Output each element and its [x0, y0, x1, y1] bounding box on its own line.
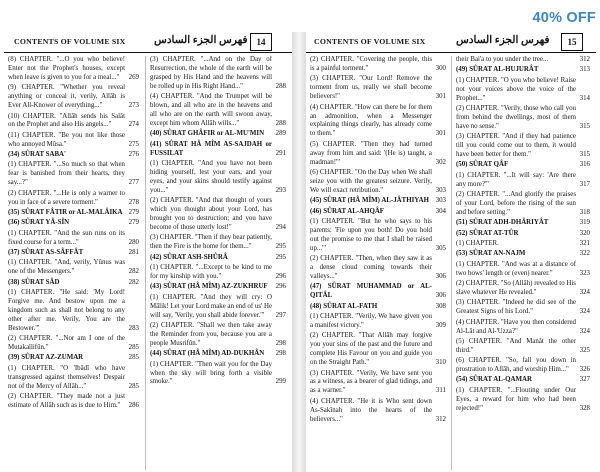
toc-entry	[456, 338, 590, 356]
toc-surah-heading	[150, 254, 286, 263]
toc-page-number: 302	[435, 158, 446, 166]
toc-page-number: 315	[579, 151, 590, 159]
toc-page-number: 314	[579, 94, 590, 102]
toc-entry	[150, 56, 286, 92]
toc-page-number: 275	[128, 140, 139, 148]
toc-entry	[456, 133, 590, 160]
toc-entry-text: (3) CHAPTER. "...And on the Day of Resurrection, the whole of the earth will be grasped by His Hand and the heavens will be rolled up in His Right Hand..."	[150, 56, 272, 90]
toc-page-number: 327	[579, 376, 590, 384]
toc-surah-heading	[456, 230, 590, 239]
toc-entry-text: (1) CHAPTER. "And you have not been hiding yourself, lest your ears, and your eyes, and your skins should testify against you..."	[150, 160, 272, 194]
book-gutter	[292, 32, 306, 472]
toc-page-number: 309	[435, 321, 446, 329]
toc-entry-text: (1) CHAPTER. "Verily, We have given you a manifest victory."	[310, 313, 432, 329]
toc-page-number: 313	[579, 66, 590, 74]
toc-entry	[456, 105, 590, 132]
toc-page-number: 312	[435, 415, 446, 423]
toc-entry-text: (9) CHAPTER. "Whether you reveal anything or conceal it, verily, Allâh is Ever All-Knower of everything..."	[8, 84, 125, 110]
toc-entry-text: (1) CHAPTER. "And was at a distance of two bows' length or (even) nearer."	[456, 260, 576, 277]
toc-page-number: 280	[128, 238, 139, 246]
toc-page-number: 323	[579, 269, 590, 277]
toc-entry-text: (2) CHAPTER. "...He is only a warner to you in face of a severe torment."	[8, 189, 125, 206]
toc-page-number: 276	[128, 151, 139, 159]
toc-entry-text: (44) SÛRAT (HÂ MÎM) AD-DUKHÂN	[150, 350, 265, 358]
toc-entry-text: (52) SÛRAT AT-TÛR	[456, 229, 519, 237]
toc-page-number: 274	[128, 121, 139, 129]
toc-page-number: 318	[579, 208, 590, 216]
toc-column-3	[310, 56, 446, 470]
toc-page-number: 278	[128, 198, 139, 206]
toc-page-number: 324	[579, 308, 590, 316]
page-number: 14	[250, 33, 272, 51]
toc-entry	[456, 56, 590, 65]
toc-entry	[310, 370, 446, 397]
toc-page-number: 312	[579, 56, 590, 63]
toc-entry	[456, 261, 590, 279]
toc-surah-heading	[8, 354, 139, 363]
page-number: 15	[561, 33, 583, 51]
toc-entry-text: (1) CHAPTER. "He said: 'My Lord! Forgive me. And bestow upon me a kingdom such as shall not belong to any other after me. Verily, You are the Bestower.'"	[8, 288, 125, 332]
page-header	[4, 32, 292, 53]
toc-entry-text: (2) CHAPTER. "...Nor am I one of the Mutakallifûn."	[8, 335, 125, 352]
toc-surah-heading	[456, 250, 590, 259]
toc-surah-heading	[8, 219, 139, 228]
toc-page-number: 289	[275, 130, 286, 138]
toc-surah-heading	[456, 161, 590, 170]
toc-entry-text: (2) CHAPTER. "Verily, those who call you from behind the dwellings, most of them have no sense."	[456, 104, 576, 130]
toc-surah-heading	[456, 66, 590, 75]
toc-entry-text: (6) CHAPTER. "So, fall you down in prostration to Allâh, and worship Him..."	[456, 357, 576, 374]
toc-page-number: 306	[435, 273, 446, 281]
toc-page-number: 328	[579, 404, 590, 412]
toc-entry-text: (8) CHAPTER. "...O you who believe! Enter not the Prophet's houses, except when leave is given to you for a meal..."	[8, 56, 125, 81]
toc-page-number: 322	[579, 250, 590, 258]
toc-surah-heading	[150, 130, 286, 139]
toc-entry-text: (1) CHAPTER. "And they will cry: O Mâlik! Let your Lord make an end of us' He will say, 'Verily, you shall abide forever.'"	[150, 293, 272, 319]
toc-page-number: 277	[128, 179, 139, 187]
toc-entry-text: (1) CHAPTER. "O you who believe! Raise not your voices above the voice of the Prophet..."	[456, 76, 576, 102]
toc-entry-text: (2) CHAPTER. "Covering the people, this is a painful torment."	[310, 56, 432, 72]
toc-entry	[150, 294, 286, 321]
toc-entry-text: (3) CHAPTER. "Verily, We have sent you as a witness, as a bearer of glad tidings, and as a warner."	[310, 369, 432, 395]
toc-entry-text: (2) CHAPTER. "...And glorify the praises of your Lord, before the rising of the sun and before setting."	[456, 191, 576, 216]
toc-entry	[310, 104, 446, 140]
toc-page-number: 281	[128, 248, 139, 256]
toc-page-number: 285	[128, 344, 139, 352]
toc-entry-text: (37) SÛRAT AS-SÂFFÂT	[8, 248, 84, 256]
toc-surah-heading	[8, 279, 139, 288]
toc-page-number: 319	[579, 219, 590, 227]
toc-entry	[310, 255, 446, 282]
toc-entry-text: (4) CHAPTER. "Have you then considered Al-Lât and Al-'Uzza?"	[456, 318, 576, 335]
toc-entry	[8, 335, 139, 353]
toc-entry	[310, 56, 446, 74]
toc-page-number: 310	[435, 359, 446, 367]
toc-page-number: 301	[435, 93, 446, 101]
toc-entry-text: (1) CHAPTER. "Then wait you for the Day when the sky will bring forth a visible smoke."	[150, 360, 272, 386]
toc-surah-heading	[8, 209, 139, 218]
toc-column-2	[150, 56, 286, 470]
page-header	[306, 32, 596, 53]
toc-entry	[456, 191, 590, 218]
toc-entry-text: (34) SÛRAT SABA'	[8, 151, 66, 159]
toc-page-number: 291	[275, 149, 286, 157]
toc-entry	[456, 240, 590, 249]
toc-entry-text: (53) SÛRAT AN-NAJM	[456, 250, 526, 258]
toc-page-number: 324	[579, 327, 590, 335]
toc-entry-text: (45) SÛRAT (HÂ MÎM) AL-JÂTHIYAH	[310, 197, 429, 205]
toc-page-number: 297	[275, 311, 286, 319]
toc-entry	[310, 398, 446, 425]
toc-entry-text: (5) CHAPTER. "And Manât the other third."	[456, 337, 576, 354]
toc-entry-text: (5) CHAPTER. "Then they had turned away from him and said: '(He is) taught, a madman!'"	[310, 140, 432, 166]
toc-entry	[456, 77, 590, 104]
toc-page-number: 320	[579, 229, 590, 237]
toc-entry-text: (2) CHAPTER. "Then, when they saw it as a dense cloud coming towards their valleys..."	[310, 255, 432, 281]
toc-entry-text: (3) CHAPTER. "Then if they bear patiently, then the Fire is the home for them..."	[150, 234, 272, 251]
toc-entry-text: (43) SÛRAT (HÂ MÎM) AZ-ZUKHRUF	[150, 283, 268, 291]
toc-page-number: 273	[128, 102, 139, 110]
toc-entry-text: (49) SÛRAT AL-HUJURÂT	[456, 66, 539, 74]
toc-page-number: 279	[128, 219, 139, 227]
header-arabic-title: فهرس الجزء السادس	[154, 35, 248, 46]
toc-entry-text: (3) CHAPTER. "Our Lord! Remove the torment from us, really we shall become believers!"	[310, 75, 432, 101]
header-title: CONTENTS OF VOLUME SIX	[14, 37, 126, 46]
toc-page-number: 283	[128, 324, 139, 332]
toc-page-number: 296	[275, 283, 286, 291]
toc-entry	[150, 322, 286, 349]
toc-entry-text: (1) CHAPTER.	[456, 240, 499, 248]
toc-entry	[8, 289, 139, 334]
toc-page-number: 301	[435, 130, 446, 138]
toc-entry-text: (1) CHAPTER. "But he who says to his parents: 'Fie upon you both! Do you hold out the promise to me that I shall be raised up...'"	[310, 217, 432, 252]
toc-entry	[8, 190, 139, 208]
toc-surah-heading	[456, 376, 590, 385]
column-divider	[145, 56, 146, 470]
toc-entry	[8, 365, 139, 392]
toc-entry	[8, 132, 139, 150]
column-divider	[451, 56, 452, 470]
toc-entry	[310, 218, 446, 254]
toc-entry-text: (6) CHAPTER. "On the Day when We shall seize you with the greatest seizure. Verily, We will exact retribution."	[310, 169, 432, 194]
toc-page-number: 311	[435, 387, 446, 395]
toc-entry	[8, 113, 139, 131]
toc-page-number: 303	[435, 197, 446, 205]
toc-entry-text: (38) SÛRAT SÂD	[8, 278, 60, 286]
toc-page-number: 285	[128, 354, 139, 362]
toc-page-number: 286	[128, 401, 139, 409]
toc-entry	[8, 161, 139, 188]
toc-entry-text: (10) CHAPTER. "Allâh sends his Salât on the Prophet and also His angels..."	[8, 112, 125, 129]
toc-entry	[150, 361, 286, 388]
toc-surah-heading	[310, 283, 446, 301]
toc-entry	[456, 299, 590, 317]
toc-entry-text: (4) CHAPTER. "He it is Who sent down As-Sakînah into the hearts of the believers..."	[310, 397, 432, 423]
toc-entry	[310, 75, 446, 102]
toc-entry	[8, 56, 139, 83]
toc-surah-heading	[8, 151, 139, 160]
toc-entry	[456, 357, 590, 375]
toc-entry-text: (1) CHAPTER. "...Flouting under Our Eyes, a reward for him who had been rejected!"	[456, 386, 576, 412]
toc-entry	[150, 160, 286, 196]
toc-entry-text: (1) CHAPTER. "And, verily, Yûnus was one of the Messengers."	[8, 259, 125, 276]
toc-entry-text: (50) SÛRAT QÂF	[456, 161, 509, 169]
toc-entry	[456, 387, 590, 414]
header-arabic-title: فهرس الجزء السادس	[456, 35, 550, 46]
toc-page-number: 316	[579, 161, 590, 169]
toc-page-number: 315	[579, 122, 590, 130]
left-page	[4, 32, 292, 472]
toc-entry	[310, 313, 446, 331]
toc-page-number: 295	[275, 253, 286, 261]
toc-page-number: 288	[275, 120, 286, 128]
toc-page-number: 305	[435, 244, 446, 252]
toc-page-number: 321	[579, 240, 590, 248]
toc-entry-text: (35) SÛRAT FÂTIR or AL-MALÂIKA	[8, 208, 123, 216]
toc-page-number: 295	[275, 243, 286, 251]
toc-entry-text: (3) CHAPTER. "Indeed he did see of the Greatest Signs of his Lord."	[456, 299, 576, 316]
toc-entry-text: (39) SÛRAT AZ-ZUMAR	[8, 354, 84, 362]
right-page	[306, 32, 596, 472]
toc-entry	[8, 393, 139, 411]
toc-entry-text: (51) SÛRAT ADH-DHÂRIYÂT	[456, 219, 549, 227]
toc-page-number: 296	[275, 273, 286, 281]
toc-surah-heading	[310, 208, 446, 217]
toc-page-number: 293	[275, 186, 286, 194]
toc-entry-text: (46) SÛRAT AL-AHQÂF	[310, 207, 385, 215]
toc-entry-text: (2) CHAPTER. "Shall we then take away the Reminder from you, because you are a people Musrifûn."	[150, 321, 272, 347]
toc-entry-text: (3) CHAPTER. "And if they had patience till you could come out to them, it would have been better for them."	[456, 133, 576, 159]
toc-page-number: 299	[275, 378, 286, 386]
toc-entry	[310, 332, 446, 368]
toc-entry	[150, 264, 286, 282]
toc-entry-text: (11) CHAPTER. "Be you not like those who annoyed Mûsa."	[8, 131, 125, 148]
toc-column-1	[8, 56, 139, 470]
discount-badge: 40% OFF	[532, 10, 596, 26]
toc-page-number: 306	[435, 292, 446, 300]
toc-surah-heading	[8, 249, 139, 258]
toc-page-number: 269	[128, 73, 139, 81]
toc-page-number: 285	[128, 382, 139, 390]
toc-page-number: 298	[275, 350, 286, 358]
toc-surah-heading	[150, 141, 286, 159]
toc-entry	[456, 172, 590, 190]
toc-entry-text: (1) CHAPTER. "...So much so that when fear is banished from their hearts, they say...?"	[8, 161, 125, 187]
toc-page-number: 279	[128, 208, 139, 216]
toc-entry-text: (4) CHAPTER. "How can there be for them an admonition, when a Messenger explaining things clearly, has already come to them."	[310, 103, 432, 138]
toc-page-number: 298	[275, 339, 286, 347]
toc-entry-text: (2) CHAPTER. "And that thought of yours which you thought about your Lord, has brought you to destruction; and you have become of those utterly lost!"	[150, 197, 272, 232]
toc-page-number: 294	[275, 224, 286, 232]
toc-entry-text: (4) CHAPTER. "And the Trumpet will be blown, and all who are in the heavens and all who are on the earth will swoon away, except him whom Allâh wills..."	[150, 93, 272, 128]
toc-page-number: 282	[128, 278, 139, 286]
toc-entry-text: (47) SÛRAT MUHAMMAD or AL-QITÂL	[310, 283, 432, 300]
toc-surah-heading	[150, 283, 286, 292]
toc-page-number: 324	[579, 288, 590, 296]
toc-entry-text: their Bai'a to you under the tree...	[456, 56, 549, 63]
toc-surah-heading	[310, 197, 446, 206]
toc-surah-heading	[456, 219, 590, 228]
toc-entry-text: (40) SÛRAT GHÂFIR or AL-MU'MIN	[150, 130, 265, 138]
toc-page-number: 303	[435, 186, 446, 194]
toc-entry	[456, 319, 590, 337]
toc-column-4	[456, 56, 590, 470]
toc-entry-text: (2) CHAPTER. "So (Allâh) revealed to His slave whatever He revealed."	[456, 280, 576, 296]
toc-entry-text: (2) CHAPTER. "They made not a just estimate of Allâh such as is due to Him."	[8, 393, 125, 409]
toc-entry	[8, 230, 139, 248]
toc-entry-text: (41) SÛRAT HÂ MÎM AS-SAJDAH or FUSSILAT	[150, 140, 272, 157]
toc-entry-text: (1) CHAPTER. "And the sun runs on its fixed course for a term..."	[8, 229, 125, 246]
toc-entry-text: (1) CHAPTER. "...It will say: 'Are there any more?'"	[456, 171, 576, 188]
toc-page-number: 317	[579, 180, 590, 188]
toc-entry-text: (2) CHAPTER. "That Allâh may forgive you your sins of the past and the future and complete His Favour on you and guide you on the Straight Path."	[310, 332, 432, 367]
toc-surah-heading	[150, 350, 286, 359]
toc-entry-text: (54) SÛRAT AL-QAMAR	[456, 376, 532, 384]
toc-page-number: 308	[435, 302, 446, 310]
toc-entry	[310, 169, 446, 196]
toc-page-number: 300	[435, 64, 446, 72]
toc-page-number: 325	[579, 346, 590, 354]
toc-entry-text: (36) SÛRAT YÂ-SÎN	[8, 219, 70, 227]
toc-entry-text: (42) SÛRAT ASH-SHÛRÂ	[150, 253, 228, 261]
toc-entry-text: (48) SÛRAT AL-FATH	[310, 302, 378, 310]
toc-entry	[8, 259, 139, 277]
toc-page-number: 304	[435, 207, 446, 215]
toc-entry	[8, 84, 139, 111]
toc-entry	[310, 141, 446, 168]
header-title: CONTENTS OF VOLUME SIX	[314, 37, 426, 46]
toc-page-number: 326	[579, 366, 590, 374]
toc-entry	[456, 280, 590, 298]
toc-entry	[150, 234, 286, 252]
toc-entry	[150, 197, 286, 233]
toc-entry-text: (1) CHAPTER. "O 'Ibâdî who have transgressed against themselves! Despair not of the Mercy of Allâh..."	[8, 364, 125, 390]
toc-page-number: 288	[275, 82, 286, 90]
toc-entry-text: (1) CHAPTER. "...Except to be kind to me for my kinship with you."	[150, 264, 272, 281]
toc-surah-heading	[310, 303, 446, 312]
toc-entry	[150, 93, 286, 129]
toc-page-number: 282	[128, 268, 139, 276]
